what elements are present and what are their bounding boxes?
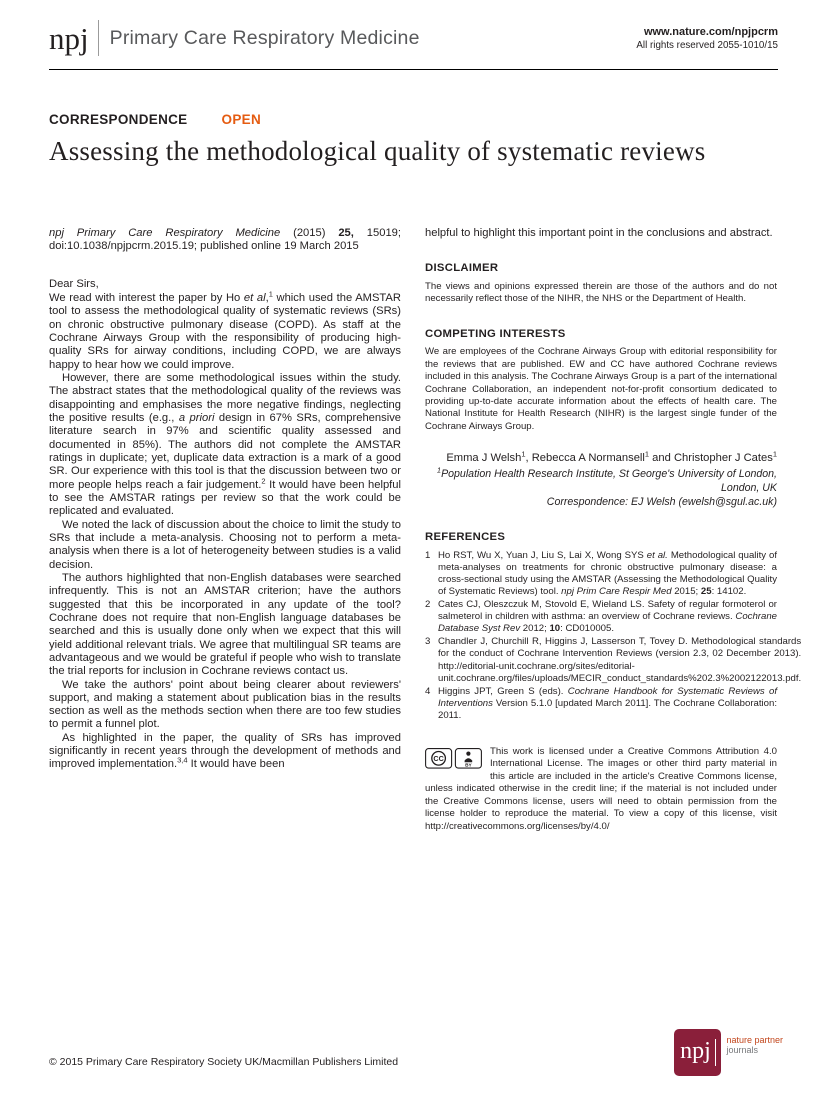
author-names: Emma J Welsh$^1$, Rebecca A Normansell$^1$ and Christopher J Cates$^1$ bbox=[446, 449, 777, 465]
author-affiliation: $^1$Population Health Research Institute, St George's University of London, London, UK bbox=[436, 465, 777, 494]
license-text: This work is licensed under a Creative Commons Attribution 4.0 International License. The images or other third party material in this article are included in the article's Creative Commons license, unless indicated otherwise in the credit line; if the material is not included under the Creative Commons license, users will need to obtain permission from the license holder to reproduce the material. To view a copy of this license, visit http://creativecommons.org/licenses/by/4.0/ bbox=[425, 745, 777, 832]
npj-footer-box bbox=[674, 1029, 721, 1076]
reference-item bbox=[425, 550, 777, 598]
cc-by-license-icon bbox=[425, 748, 482, 769]
reference-item bbox=[425, 599, 777, 635]
open-access-badge: OPEN bbox=[221, 112, 261, 127]
svg-text:CC: CC bbox=[433, 753, 444, 763]
nature-partner-journals-label bbox=[726, 1029, 783, 1056]
npj-logo bbox=[49, 20, 420, 56]
reference-item bbox=[425, 636, 802, 684]
reference-text: Higgins JPT, Green S (eds). Cochrane Handbook for Systematic Reviews of Interventions Version 5.1.0 [updated March 2011]. The Cochrane Collaboration: 2011. bbox=[438, 685, 777, 721]
reference-number: 2 bbox=[425, 599, 431, 611]
disclaimer-heading: DISCLAIMER bbox=[425, 262, 499, 275]
reference-url[interactable]: http://editorial-unit.cochrane.org/sites/editorial-unit.cochrane.org/files/uploads/MECIR_conduct_standards%202.3%2002122013.pdf bbox=[438, 660, 799, 684]
masthead bbox=[49, 20, 778, 56]
journal-name: Primary Care Respiratory Medicine bbox=[109, 26, 420, 49]
reference-list bbox=[425, 549, 802, 722]
body-paragraph: As highlighted in the paper, the quality of SRs has improved significantly in recent years through the development of methods and improved implementation.$^{3,4}$ It would have been bbox=[49, 731, 401, 771]
license-url[interactable]: http://creativecommons.org/licenses/by/4.0/ bbox=[425, 820, 610, 832]
masthead-rule bbox=[49, 69, 778, 70]
masthead-right bbox=[636, 20, 778, 51]
body-paragraph: We take the authors' point about being clearer about reviewers' support, and making a statement about publication bias in the results section as well as the methods section when there are too few studies to permit a funnel plot. bbox=[49, 678, 401, 731]
copyright-text: © 2015 Primary Care Respiratory Society UK/Macmillan Publishers Limited bbox=[49, 1056, 399, 1068]
reference-text: Chandler J, Churchill R, Higgins J, Lasserson T, Tovey D. Methodological standards for the conduct of Cochrane Intervention Reviews (version 2.3, 02 December 2013). http://editorial-unit.cochrane.org/sites/editorial-unit.cochrane.org/files/uploads/MECIR_conduct_standards%202.3%2002122013.pdf. bbox=[438, 636, 802, 684]
journal-url-link[interactable]: www.nature.com/npjpcrm bbox=[643, 26, 778, 38]
reference-number: 3 bbox=[425, 636, 431, 648]
correspondence-line: Correspondence: EJ Welsh (ewelsh@sgul.ac.uk) bbox=[546, 496, 777, 509]
reference-text: Cates CJ, Oleszczuk M, Stovold E, Wieland LS. Safety of regular formoterol or salmeterol in children with asthma: an overview of Cochrane reviews. Cochrane Database Syst Rev 2012; 10: CD010005. bbox=[438, 599, 777, 635]
body-paragraph: We noted the lack of discussion about the choice to limit the study to SRs that include a meta-analysis. Choosing not to perform a meta-analysis when there is a lot of heterogeneity between studies is a valid decision. bbox=[49, 518, 401, 571]
references-heading: REFERENCES bbox=[425, 531, 506, 544]
article-kicker bbox=[49, 112, 778, 127]
body-paragraph: However, there are some methodological issues within the study. The abstract states that the methodological quality of the reviews was disappointing and emphasises the more negative findings, neglecting the positive results (e.g., a priori design in 67% SRs, comprehensive literature search in 97% and scientific quality assessed and documented in 85%). The authors did not complete the AMSTAR ratings in duplicate; yet, duplicate data extraction is a mark of a good SR. Our experience with this tool is that the discussion between two or more people helps reach a fair judgement.$^2$ It would have been helpful to see the AMSTAR ratings per review so that the work could be replicated and evaluated. bbox=[49, 371, 402, 518]
article-type-label: CORRESPONDENCE bbox=[49, 112, 188, 127]
article-title: Assessing the methodological quality of systematic reviews bbox=[49, 136, 706, 166]
article-header bbox=[49, 112, 778, 167]
partner-line-1: nature partner bbox=[726, 1035, 783, 1045]
svg-text:BY: BY bbox=[465, 763, 472, 769]
npj-logo-text: npj bbox=[49, 20, 89, 56]
correspondence-email[interactable]: ewelsh@sgul.ac.uk bbox=[682, 496, 774, 509]
npj-footer-logo bbox=[674, 1029, 783, 1076]
right-column bbox=[425, 227, 802, 833]
body-paragraph: We read with interest the paper by Ho et al,$^1$ which used the AMSTAR tool to assess the methodological quality of systematic reviews (SRs) on chronic obstructive pulmonary disease (COPD). As staff at the Cochrane Airways Group with the responsibility of producing high-quality SRs for airway conditions, including COPD, we are always happy to hear how we could improve. bbox=[49, 289, 401, 371]
license-block bbox=[425, 746, 777, 833]
authors-block bbox=[425, 451, 777, 509]
reference-text: Ho RST, Wu X, Yuan J, Liu S, Lai X, Wong SYS et al. Methodological quality of meta-analyses on treatments for chronic obstructive pulmonary disease: a cross-sectional study using the AMSTAR (Assessing the Methodological Quality of Systematic Reviews) tool. npj Prim Care Respir Med 2015; 25: 14102. bbox=[438, 549, 777, 598]
article-body bbox=[49, 227, 802, 833]
salutation: Dear Sirs, bbox=[49, 277, 99, 290]
reference-number: 1 bbox=[425, 549, 431, 561]
reference-number: 4 bbox=[425, 685, 431, 697]
competing-interests-heading: COMPETING INTERESTS bbox=[425, 327, 566, 340]
citation-line: npj Primary Care Respiratory Medicine (2015) 25, 15019; doi:10.1038/npjpcrm.2015.19; published online 19 March 2015 bbox=[49, 227, 401, 253]
rights-text: All rights reserved 2055-1010/15 bbox=[636, 40, 778, 51]
reference-item bbox=[425, 686, 777, 722]
partner-line-2: journals bbox=[726, 1045, 758, 1056]
left-column bbox=[49, 227, 401, 833]
body-paragraph: The authors highlighted that non-English databases were searched infrequently. This is not an AMSTAR criterion; have the authors suggested that this be incorporated in any update of the tool? Cochrane does not require that non-English language databases be searched and this is usually done only when we expect that this will yield additional relevant trials. We agree that multilingual SR teams are advantageous and we would be grateful if people who wish to translate the trial reports for inclusion in Cochrane reviews contact us. bbox=[49, 571, 401, 678]
body-paragraph-continuation: helpful to highlight this important point in the conclusions and abstract. bbox=[425, 227, 773, 239]
disclaimer-text: The views and opinions expressed therein are those of the authors and do not necessarily reflect those of the NIHR, the NHS or the Department of Health. bbox=[425, 280, 777, 305]
competing-interests-text: We are employees of the Cochrane Airways Group with editorial responsibility for the reviews that are published. EW and CC have authored Cochrane reviews included in this analysis. The Cochrane Airways Group is a part of the international Cochrane Collaboration, an independent not-for-profit consortium dedicated to providing up-to-date accurate information about the effects of health care. The National Institute for Health Research (NIHR) is the largest single funder of the Cochrane Airways Group. bbox=[425, 346, 777, 432]
npj-footer-logo-text: npj bbox=[680, 1039, 716, 1066]
page-footer bbox=[49, 1029, 783, 1076]
